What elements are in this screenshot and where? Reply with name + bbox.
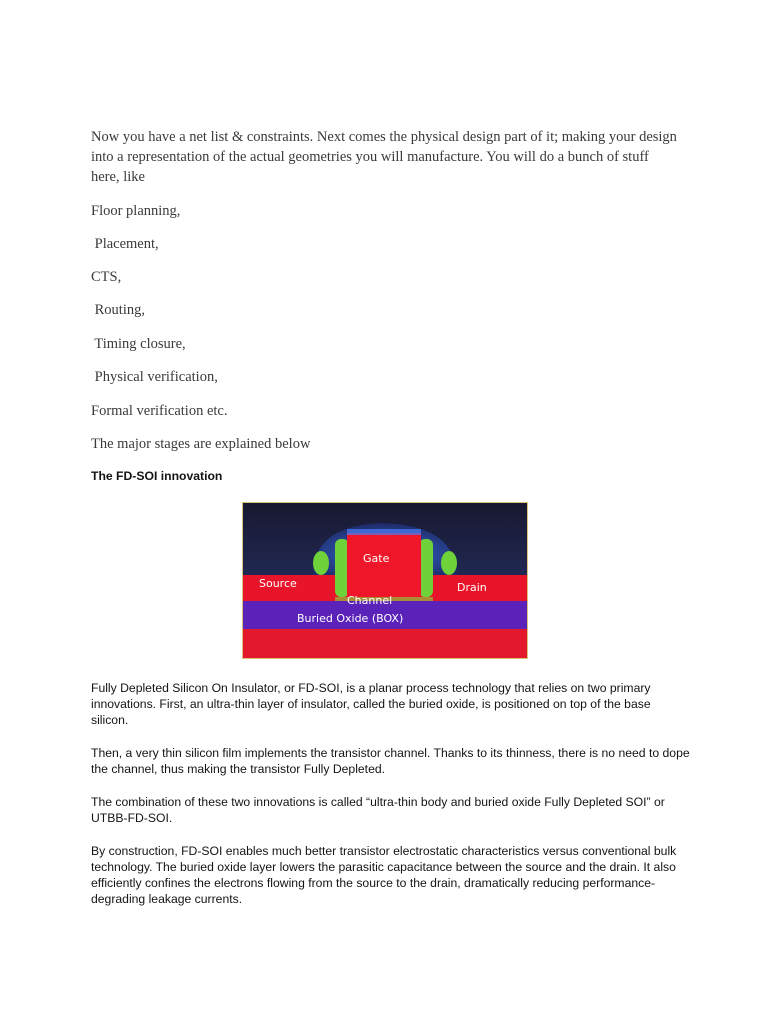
body-paragraph: The combination of these two innovations is called “ultra-thin body and buried oxide Fully Depleted SOI” or UTBB-FD-SOI.	[91, 795, 665, 825]
fdsoi-cross-section-figure	[242, 502, 528, 659]
step-item: Timing closure,	[91, 336, 186, 352]
body-paragraph: Then, a very thin silicon film implements the transistor channel. Thanks to its thinness, there is no need to dope the channel, thus making the transistor Fully Depleted.	[91, 746, 690, 776]
section-heading: The FD-SOI innovation	[91, 469, 223, 483]
step-item: Placement,	[91, 236, 159, 252]
step-item: Physical verification,	[91, 369, 218, 385]
step-item: CTS,	[91, 269, 122, 285]
drain-label: Drain	[457, 581, 487, 594]
buried-oxide-label: Buried Oxide (BOX)	[297, 612, 404, 625]
body-paragraph: Fully Depleted Silicon On Insulator, or FD-SOI, is a planar process technology that relies on two primary innovations. First, an ultra-thin layer of insulator, called the buried oxide, is positioned on top of the base silicon.	[91, 681, 651, 727]
step-item: Routing,	[91, 302, 145, 318]
step-item: Formal verification etc.	[91, 403, 228, 419]
step-item: Floor planning,	[91, 203, 181, 219]
intro-paragraph: Now you have a net list & constraints. Next comes the physical design part of it; making your design into a representation of the actual geometries you will manufacture. You will do a bunch of stuff here, like	[91, 129, 677, 185]
channel-label: Channel	[347, 594, 393, 607]
body-paragraph: By construction, FD-SOI enables much better transistor electrostatic characteristics versus conventional bulk technology. The buried oxide layer lowers the parasitic capacitance between the source and the drain. It also efficiently confines the electrons flowing from the source to the drain, dramatically reducing performance-degrading leakage currents.	[91, 844, 677, 906]
source-label: Source	[259, 577, 297, 590]
gate-label: Gate	[363, 552, 390, 565]
stages-line: The major stages are explained below	[91, 436, 311, 452]
